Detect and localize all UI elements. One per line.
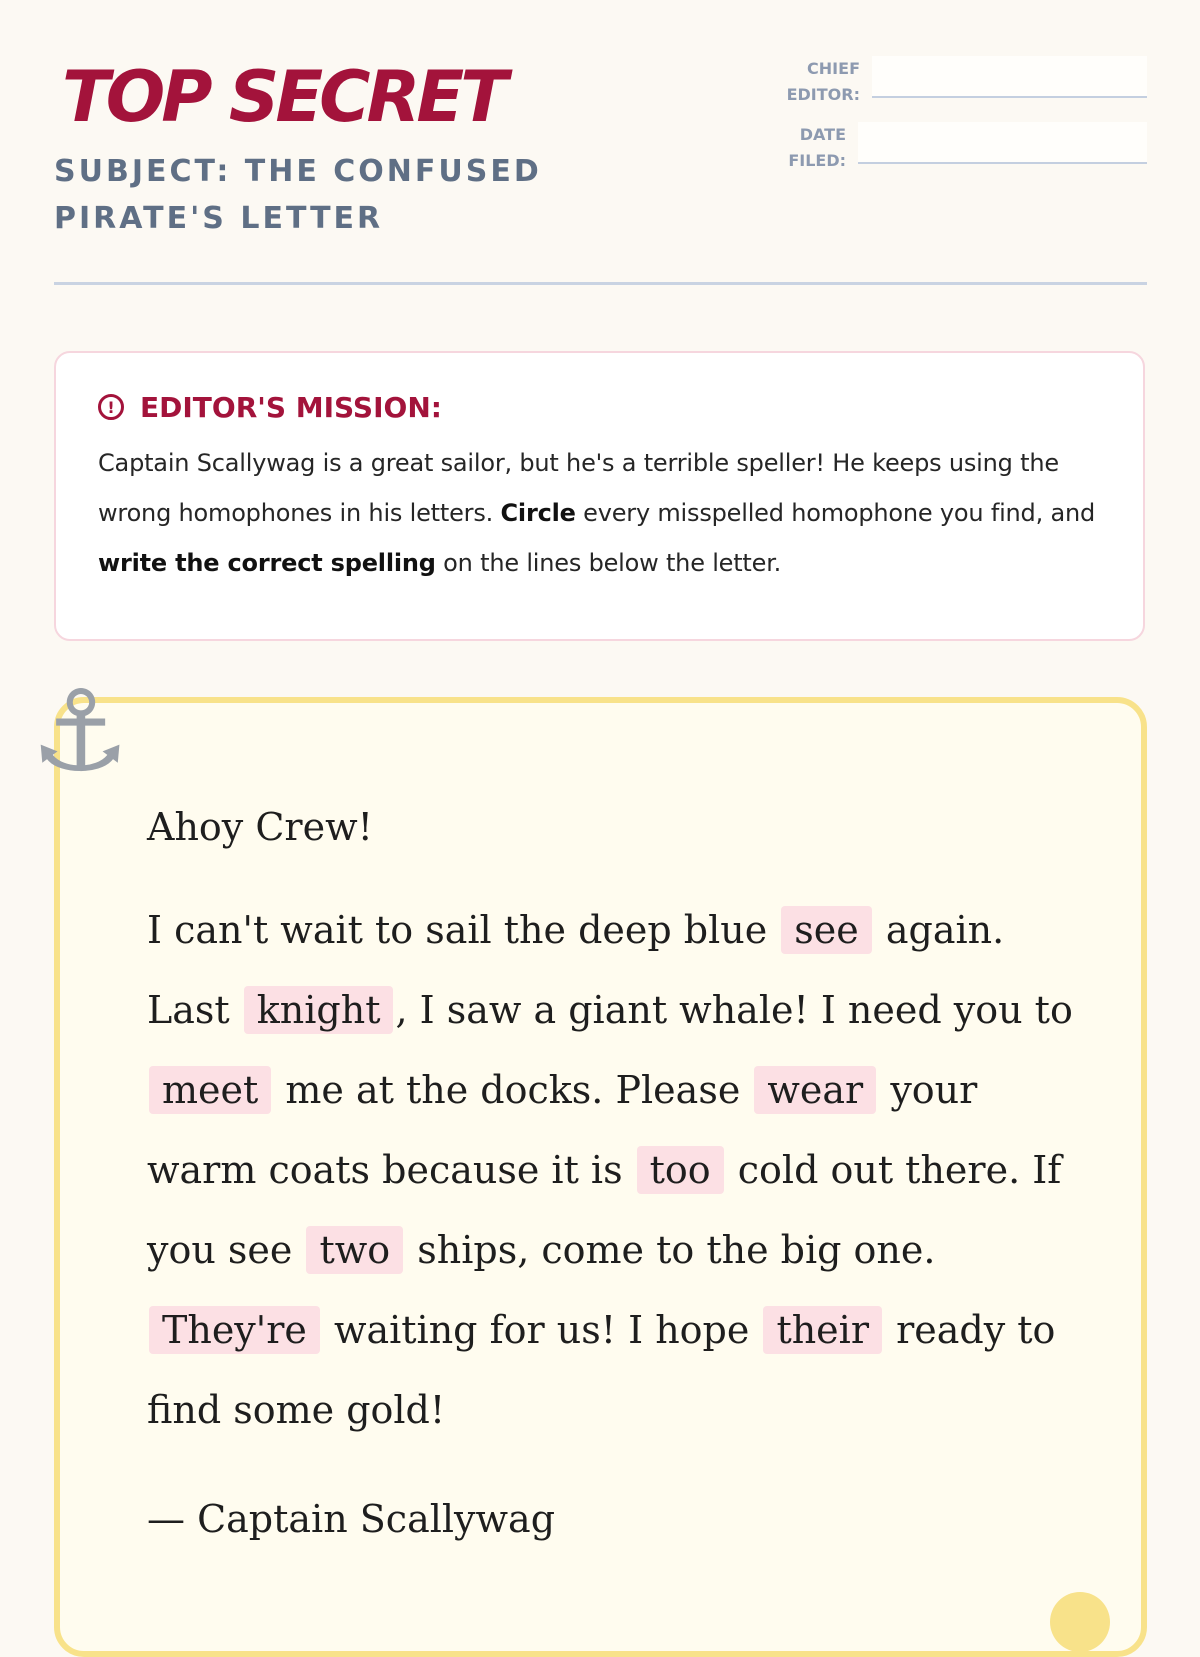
date-filed-field	[788, 122, 1147, 174]
anchor-icon: ⚓	[30, 667, 131, 797]
letter-text: ships, come to the big one.	[405, 1228, 936, 1272]
alert-circle-icon: !	[98, 394, 124, 420]
editor-mission-box	[54, 351, 1145, 641]
page-title: TOP SECRET	[62, 56, 505, 138]
corner-decoration	[1050, 1592, 1110, 1652]
letter-text: cold out there. If you see	[147, 1148, 1062, 1272]
letter-paragraph	[147, 890, 1077, 1450]
homophone-word[interactable]: knight	[244, 986, 394, 1034]
mission-header	[98, 390, 1101, 424]
homophone-word[interactable]: their	[763, 1306, 882, 1354]
letter-signoff: — Captain Scallywag	[147, 1497, 556, 1541]
chief-editor-label-line1: CHIEF	[807, 59, 860, 78]
letter-body	[147, 800, 1077, 1546]
letter-text: your warm coats because it is	[147, 1068, 978, 1192]
letter-text: waiting for us! I hope	[321, 1308, 762, 1352]
date-filed-input[interactable]	[858, 122, 1147, 164]
homophone-word[interactable]: too	[637, 1146, 724, 1194]
subject-heading	[54, 148, 614, 242]
pirate-letter	[54, 697, 1147, 1657]
homophone-word[interactable]: They're	[149, 1306, 320, 1354]
letter-text: again. Last	[147, 908, 1005, 1032]
homophone-word[interactable]: meet	[149, 1066, 271, 1114]
homophone-word[interactable]: wear	[754, 1066, 876, 1114]
letter-text: ready to find some gold!	[147, 1308, 1056, 1432]
chief-editor-field	[787, 56, 1147, 108]
mission-text-3: on the lines below the letter.	[435, 549, 782, 577]
letter-text: , I saw a giant whale! I need you to	[395, 988, 1073, 1032]
date-filed-label-line1: DATE	[799, 125, 846, 144]
mission-bold-write: write the correct spelling	[98, 549, 436, 577]
date-filed-label	[788, 122, 846, 174]
mission-title: EDITOR'S MISSION:	[140, 390, 442, 424]
chief-editor-label	[787, 56, 860, 108]
letter-text: I can't wait to sail the deep blue	[147, 908, 780, 952]
subject-line-2: PIRATE'S LETTER	[54, 201, 384, 236]
letter-greeting: Ahoy Crew!	[147, 805, 373, 849]
chief-editor-label-line2: EDITOR:	[786, 85, 860, 104]
date-filed-label-line2: FILED:	[788, 151, 846, 170]
homophone-word[interactable]: two	[306, 1226, 403, 1274]
letter-text: me at the docks. Please	[273, 1068, 753, 1112]
mission-instructions	[98, 438, 1101, 588]
mission-text-2: every misspelled homophone you find, and	[575, 499, 1095, 527]
mission-bold-circle: Circle	[500, 499, 576, 527]
worksheet-header	[54, 56, 1147, 285]
chief-editor-input[interactable]	[872, 56, 1147, 98]
mission-text-1: Captain Scallywag is a great sailor, but he's a terrible speller! He keeps using the wrong homophones in his letters.	[98, 449, 1059, 527]
subject-line-1: SUBJECT: THE CONFUSED	[54, 154, 542, 189]
homophone-word[interactable]: see	[781, 906, 871, 954]
